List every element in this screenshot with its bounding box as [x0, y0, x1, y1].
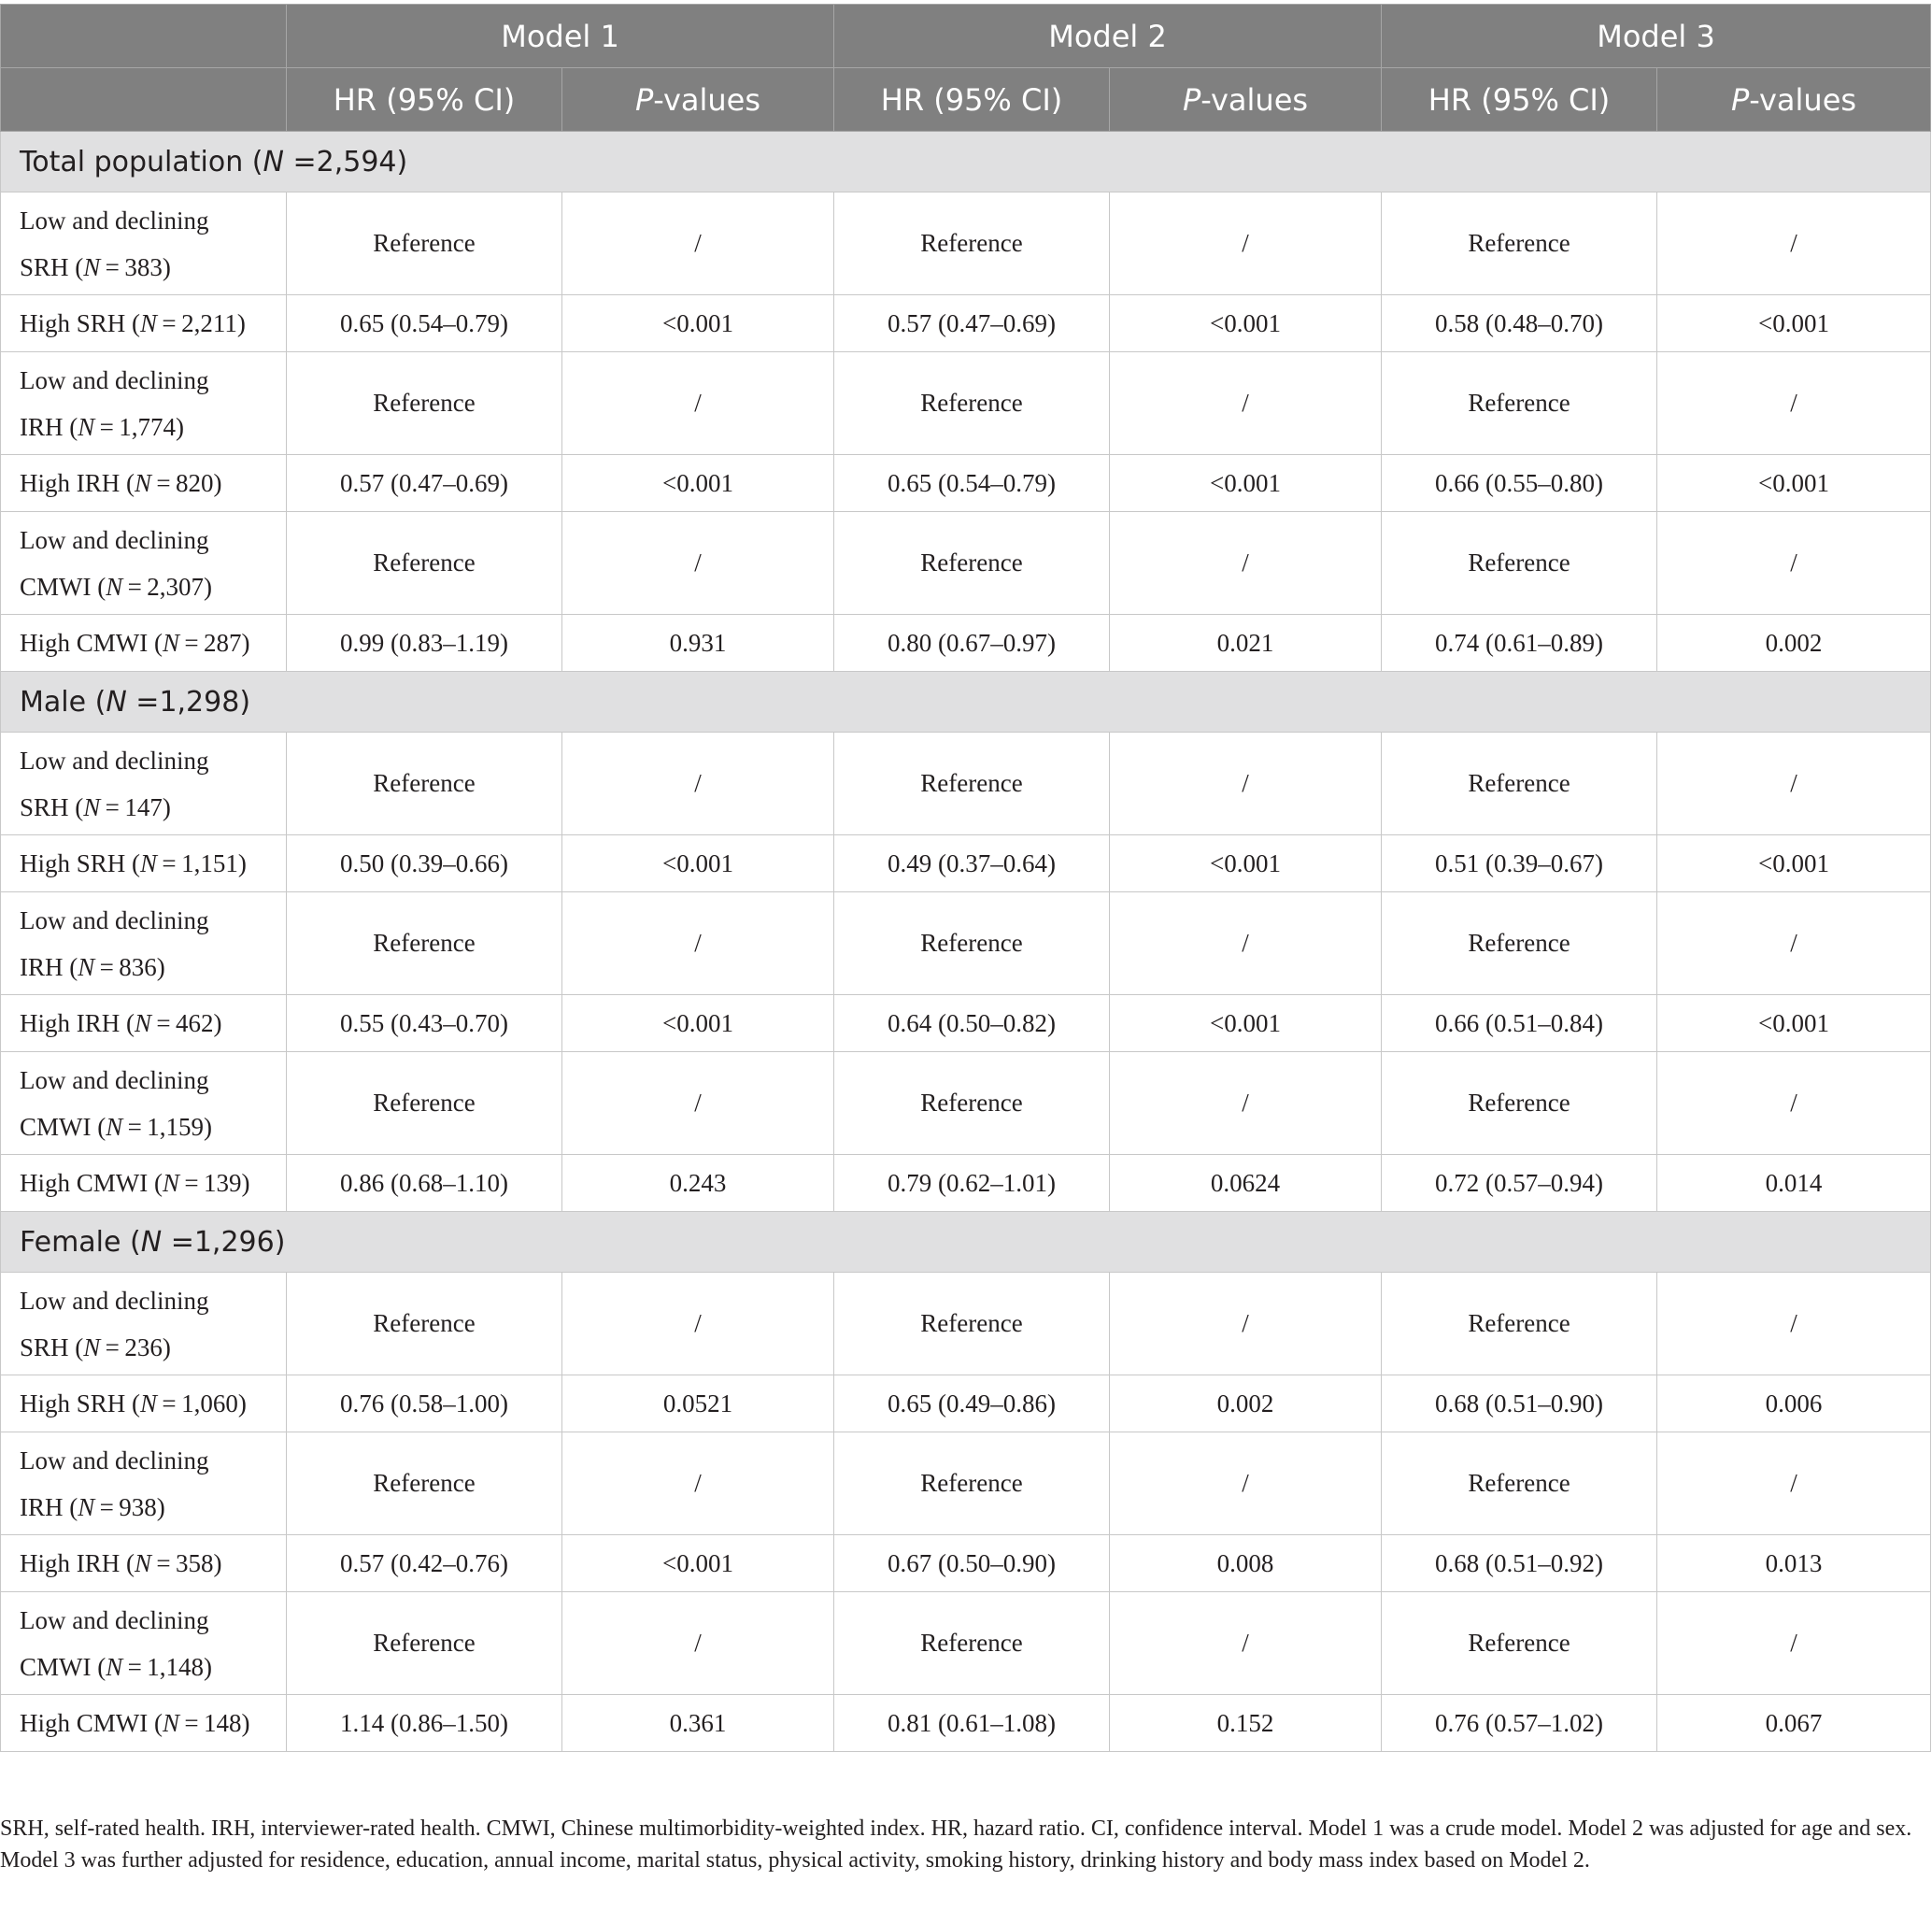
p-value-cell: <0.001 — [1110, 995, 1382, 1052]
row-label: Low and declining IRH (N = 836) — [1, 892, 287, 995]
hr-cell: Reference — [834, 352, 1110, 455]
row-label: Low and declining CMWI (N = 1,148) — [1, 1592, 287, 1695]
hr-cell: Reference — [287, 352, 562, 455]
hr-cell: 1.14 (0.86–1.50) — [287, 1695, 562, 1752]
table-row — [1, 1375, 1931, 1432]
hr-cell: 0.99 (0.83–1.19) — [287, 615, 562, 672]
p-value-cell: <0.001 — [1657, 995, 1931, 1052]
p-value-cell: / — [1657, 512, 1931, 615]
row-label: High CMWI (N = 287) — [1, 615, 287, 672]
p-value-cell: / — [1110, 512, 1382, 615]
model-header-row — [1, 5, 1931, 68]
table-row — [1, 352, 1931, 455]
p-value-cell: 0.002 — [1110, 1375, 1382, 1432]
hr-cell: Reference — [834, 892, 1110, 995]
p-values-header: P-values — [1110, 68, 1382, 132]
p-value-cell: 0.002 — [1657, 615, 1931, 672]
table-row — [1, 1273, 1931, 1375]
table-row — [1, 615, 1931, 672]
p-value-cell: <0.001 — [562, 1535, 834, 1592]
hr-cell: Reference — [1382, 892, 1657, 995]
hr-cell: Reference — [287, 1432, 562, 1535]
hazard-ratio-table — [0, 4, 1931, 1752]
p-value-cell: <0.001 — [1657, 835, 1931, 892]
row-label: Low and declining CMWI (N = 1,159) — [1, 1052, 287, 1155]
hr-cell: Reference — [1382, 733, 1657, 835]
hr-cell: 0.80 (0.67–0.97) — [834, 615, 1110, 672]
p-value-cell: 0.014 — [1657, 1155, 1931, 1212]
hr-cell: Reference — [287, 1592, 562, 1695]
hr-cell: 0.67 (0.50–0.90) — [834, 1535, 1110, 1592]
p-value-cell: 0.243 — [562, 1155, 834, 1212]
hr-cell: Reference — [1382, 192, 1657, 295]
hr-header: HR (95% CI) — [287, 68, 562, 132]
p-value-cell: / — [1657, 1052, 1931, 1155]
p-value-cell: / — [562, 1592, 834, 1695]
hr-cell: 0.65 (0.54–0.79) — [834, 455, 1110, 512]
hr-cell: 0.74 (0.61–0.89) — [1382, 615, 1657, 672]
model-3-header: Model 3 — [1382, 5, 1931, 68]
row-label: Low and declining IRH (N = 1,774) — [1, 352, 287, 455]
p-value-cell: 0.006 — [1657, 1375, 1931, 1432]
row-label: Low and declining SRH (N = 147) — [1, 733, 287, 835]
section-title: Female (N =1,296) — [1, 1212, 1931, 1273]
section-title: Total population (N =2,594) — [1, 132, 1931, 192]
hr-cell: Reference — [1382, 1432, 1657, 1535]
section-header-row — [1, 1212, 1931, 1273]
p-value-cell: / — [1110, 892, 1382, 995]
hr-cell: 0.68 (0.51–0.90) — [1382, 1375, 1657, 1432]
p-value-cell: <0.001 — [562, 835, 834, 892]
hr-cell: 0.57 (0.42–0.76) — [287, 1535, 562, 1592]
p-value-cell: / — [1110, 352, 1382, 455]
row-label: Low and declining SRH (N = 236) — [1, 1273, 287, 1375]
table-row — [1, 1592, 1931, 1695]
hr-cell: 0.81 (0.61–1.08) — [834, 1695, 1110, 1752]
hr-cell: 0.50 (0.39–0.66) — [287, 835, 562, 892]
hr-cell: Reference — [287, 1273, 562, 1375]
section-header-row — [1, 672, 1931, 733]
p-value-cell: / — [562, 733, 834, 835]
p-value-cell: / — [1110, 1432, 1382, 1535]
hr-cell: Reference — [834, 192, 1110, 295]
hr-cell: Reference — [287, 733, 562, 835]
p-value-cell: / — [562, 192, 834, 295]
model-2-header: Model 2 — [834, 5, 1382, 68]
row-label: High IRH (N = 820) — [1, 455, 287, 512]
section-header-row — [1, 132, 1931, 192]
table-row — [1, 295, 1931, 352]
p-value-cell: <0.001 — [562, 295, 834, 352]
hr-cell: 0.57 (0.47–0.69) — [287, 455, 562, 512]
hr-cell: 0.49 (0.37–0.64) — [834, 835, 1110, 892]
row-label: Low and declining SRH (N = 383) — [1, 192, 287, 295]
hr-cell: Reference — [1382, 352, 1657, 455]
hr-cell: Reference — [834, 1432, 1110, 1535]
table-row — [1, 1155, 1931, 1212]
p-value-cell: 0.008 — [1110, 1535, 1382, 1592]
hr-cell: 0.65 (0.49–0.86) — [834, 1375, 1110, 1432]
p-value-cell: / — [562, 892, 834, 995]
p-value-cell: / — [1657, 733, 1931, 835]
p-value-cell: / — [1657, 192, 1931, 295]
row-label: High SRH (N = 2,211) — [1, 295, 287, 352]
hr-cell: Reference — [834, 1592, 1110, 1695]
hr-cell: 0.76 (0.58–1.00) — [287, 1375, 562, 1432]
hr-cell: 0.57 (0.47–0.69) — [834, 295, 1110, 352]
corner-cell — [1, 68, 287, 132]
p-value-cell: <0.001 — [562, 455, 834, 512]
row-label: High SRH (N = 1,060) — [1, 1375, 287, 1432]
table-row — [1, 512, 1931, 615]
row-label: Low and declining CMWI (N = 2,307) — [1, 512, 287, 615]
hr-cell: Reference — [1382, 1052, 1657, 1155]
row-label: High IRH (N = 358) — [1, 1535, 287, 1592]
section-title: Male (N =1,298) — [1, 672, 1931, 733]
table-row — [1, 995, 1931, 1052]
column-header-row — [1, 68, 1931, 132]
hr-cell: Reference — [834, 1273, 1110, 1375]
p-value-cell: 0.931 — [562, 615, 834, 672]
hr-cell: 0.66 (0.51–0.84) — [1382, 995, 1657, 1052]
table-row — [1, 455, 1931, 512]
hr-cell: Reference — [287, 512, 562, 615]
table-row — [1, 1695, 1931, 1752]
p-value-cell: / — [562, 512, 834, 615]
p-value-cell: / — [562, 352, 834, 455]
p-values-header: P-values — [562, 68, 834, 132]
row-label: Low and declining IRH (N = 938) — [1, 1432, 287, 1535]
hr-header: HR (95% CI) — [1382, 68, 1657, 132]
hr-cell: Reference — [834, 512, 1110, 615]
hr-cell: Reference — [834, 1052, 1110, 1155]
p-value-cell: <0.001 — [562, 995, 834, 1052]
hr-cell: Reference — [287, 192, 562, 295]
p-value-cell: <0.001 — [1110, 835, 1382, 892]
hr-cell: 0.64 (0.50–0.82) — [834, 995, 1110, 1052]
p-value-cell: 0.021 — [1110, 615, 1382, 672]
hr-cell: 0.76 (0.57–1.02) — [1382, 1695, 1657, 1752]
p-value-cell: 0.152 — [1110, 1695, 1382, 1752]
p-value-cell: 0.067 — [1657, 1695, 1931, 1752]
table-footnote: SRH, self-rated health. IRH, interviewer-rated health. CMWI, Chinese multimorbidity-weighted index. HR, hazard ratio. CI, confidence interval. Model 1 was a crude model. Model 2 was adjusted for age and sex. Model 3 was further adjusted for residence, education, annual income, marital status, physical activity, smoking history, drinking history and body mass index based on Model 2. — [0, 1816, 1912, 1873]
hr-cell: 0.79 (0.62–1.01) — [834, 1155, 1110, 1212]
p-values-header: P-values — [1657, 68, 1931, 132]
hr-cell: Reference — [1382, 512, 1657, 615]
table-row — [1, 1052, 1931, 1155]
p-value-cell: <0.001 — [1657, 295, 1931, 352]
hr-cell: 0.68 (0.51–0.92) — [1382, 1535, 1657, 1592]
row-label: High SRH (N = 1,151) — [1, 835, 287, 892]
p-value-cell: 0.361 — [562, 1695, 834, 1752]
p-value-cell: / — [1657, 1592, 1931, 1695]
hr-cell: Reference — [287, 1052, 562, 1155]
p-value-cell: / — [1110, 192, 1382, 295]
table-body — [1, 132, 1931, 1752]
p-value-cell: / — [1110, 1592, 1382, 1695]
row-label: High IRH (N = 462) — [1, 995, 287, 1052]
table-row — [1, 1535, 1931, 1592]
p-value-cell: / — [1657, 1432, 1931, 1535]
p-value-cell: / — [1657, 352, 1931, 455]
hr-header: HR (95% CI) — [834, 68, 1110, 132]
table-row — [1, 1432, 1931, 1535]
hr-cell: Reference — [834, 733, 1110, 835]
p-value-cell: / — [1110, 1273, 1382, 1375]
table-row — [1, 892, 1931, 995]
p-value-cell: <0.001 — [1657, 455, 1931, 512]
hr-cell: 0.58 (0.48–0.70) — [1382, 295, 1657, 352]
hr-cell: Reference — [1382, 1592, 1657, 1695]
p-value-cell: 0.0624 — [1110, 1155, 1382, 1212]
hr-cell: 0.65 (0.54–0.79) — [287, 295, 562, 352]
table-row — [1, 192, 1931, 295]
corner-cell — [1, 5, 287, 68]
p-value-cell: / — [1110, 733, 1382, 835]
p-value-cell: / — [1657, 1273, 1931, 1375]
row-label: High CMWI (N = 148) — [1, 1695, 287, 1752]
hr-cell: 0.66 (0.55–0.80) — [1382, 455, 1657, 512]
hr-cell: Reference — [287, 892, 562, 995]
hr-cell: 0.86 (0.68–1.10) — [287, 1155, 562, 1212]
hr-cell: 0.51 (0.39–0.67) — [1382, 835, 1657, 892]
p-value-cell: <0.001 — [1110, 295, 1382, 352]
p-value-cell: / — [562, 1432, 834, 1535]
hr-cell: 0.55 (0.43–0.70) — [287, 995, 562, 1052]
p-value-cell: / — [562, 1273, 834, 1375]
p-value-cell: / — [1110, 1052, 1382, 1155]
table-row — [1, 835, 1931, 892]
p-value-cell: 0.013 — [1657, 1535, 1931, 1592]
model-1-header: Model 1 — [287, 5, 834, 68]
p-value-cell: 0.0521 — [562, 1375, 834, 1432]
hr-cell: 0.72 (0.57–0.94) — [1382, 1155, 1657, 1212]
hr-cell: Reference — [1382, 1273, 1657, 1375]
p-value-cell: <0.001 — [1110, 455, 1382, 512]
p-value-cell: / — [562, 1052, 834, 1155]
table-row — [1, 733, 1931, 835]
p-value-cell: / — [1657, 892, 1931, 995]
row-label: High CMWI (N = 139) — [1, 1155, 287, 1212]
